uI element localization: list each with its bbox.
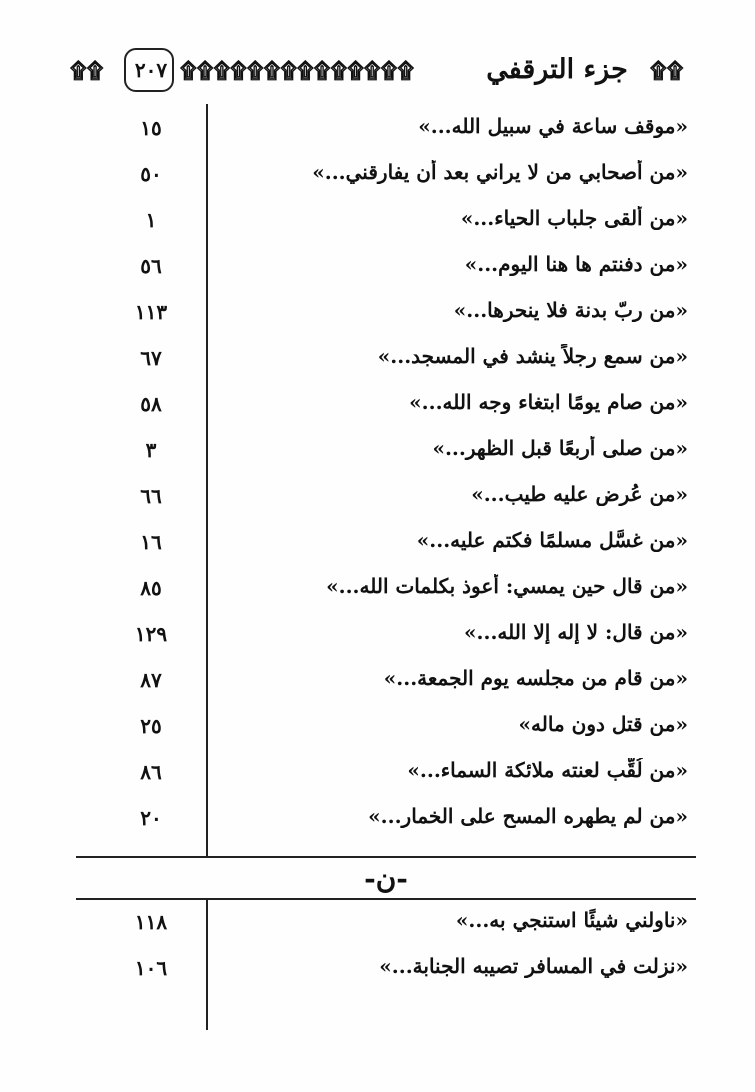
list-item xyxy=(76,618,696,652)
page-number: ٢٠٧ xyxy=(134,58,168,82)
hadith-text: «من قال: لا إله إلا الله...» xyxy=(464,620,688,644)
hadith-text: «ناولني شيئًا استنجي به...» xyxy=(455,908,688,932)
hadith-number: ٨٧ xyxy=(140,668,162,692)
section-rule-bottom xyxy=(76,898,696,900)
hadith-number: ٥٦ xyxy=(140,254,162,278)
hadith-text: «من صام يومًا ابتغاء وجه الله...» xyxy=(409,390,688,414)
ornament-middle: ۩۩۩۩۩۩۩۩۩۩۩۩۩۩ xyxy=(180,59,415,84)
hadith-number: ٨٦ xyxy=(140,760,162,784)
hadith-text: «من قال حين يمسي: أعوذ بكلمات الله...» xyxy=(326,574,688,598)
hadith-number: ٥٨ xyxy=(140,392,162,416)
hadith-text: «موقف ساعة في سبيل الله...» xyxy=(418,114,688,138)
list-item xyxy=(76,480,696,514)
hadith-text: «من أصحابي من لا يراني بعد أن يفارقني...» xyxy=(312,160,688,184)
hadith-number: ١ xyxy=(145,208,157,232)
hadith-text: «من لم يطهره المسح على الخمار...» xyxy=(368,804,688,828)
list-item xyxy=(76,572,696,606)
hadith-text: «من قتل دون ماله» xyxy=(518,712,688,736)
hadith-text: «من دفنتم ها هنا اليوم...» xyxy=(464,252,688,276)
hadith-number: ٦٦ xyxy=(140,484,162,508)
hadith-number: ١١٨ xyxy=(134,910,168,934)
list-item xyxy=(76,526,696,560)
hadith-number: ٢٠ xyxy=(140,806,162,830)
hadith-text: «من لُقِّب لعنته ملائكة السماء...» xyxy=(407,758,688,782)
hadith-number: ١٠٦ xyxy=(134,956,168,980)
list-item xyxy=(76,158,696,192)
hadith-number: ٨٥ xyxy=(140,576,162,600)
list-item xyxy=(76,434,696,468)
ornament-right: ۩۩ xyxy=(650,59,684,84)
list-item xyxy=(76,204,696,238)
hadith-text: «من صلى أربعًا قبل الظهر...» xyxy=(432,436,688,460)
hadith-text: «من قام من مجلسه يوم الجمعة...» xyxy=(383,666,688,690)
page-number-frame xyxy=(124,48,174,92)
ornament-left: ۩۩ xyxy=(70,59,104,84)
hadith-number: ٦٧ xyxy=(140,346,162,370)
list-item xyxy=(76,296,696,330)
list-item xyxy=(76,952,696,986)
hadith-text: «نزلت في المسافر تصيبه الجنابة...» xyxy=(379,954,688,978)
list-item xyxy=(76,710,696,744)
list-item xyxy=(76,250,696,284)
hadith-text: «من سمع رجلاً ينشد في المسجد...» xyxy=(377,344,688,368)
hadith-text: «من عُرض عليه طيب...» xyxy=(471,482,688,506)
hadith-number: ٣ xyxy=(145,438,157,462)
section-rule-top xyxy=(76,856,696,858)
hadith-number: ١٢٩ xyxy=(134,622,168,646)
hadith-text: «من ألقى جلباب الحياء...» xyxy=(460,206,688,230)
hadith-number: ٢٥ xyxy=(140,714,162,738)
list-item xyxy=(76,906,696,940)
list-item xyxy=(76,388,696,422)
hadith-number: ١١٣ xyxy=(134,300,168,324)
hadith-number: ١٥ xyxy=(140,116,162,140)
list-item xyxy=(76,342,696,376)
hadith-text: «من ربّ بدنة فلا ينحرها...» xyxy=(453,298,688,322)
hadith-number: ٥٠ xyxy=(140,162,162,186)
hadith-text: «من غسَّل مسلمًا فكتم عليه...» xyxy=(416,528,688,552)
list-item xyxy=(76,112,696,146)
hadith-number: ١٦ xyxy=(140,530,162,554)
list-item xyxy=(76,756,696,790)
section-letter: -ن- xyxy=(364,862,408,895)
page-header xyxy=(70,44,702,100)
list-item xyxy=(76,802,696,836)
list-item xyxy=(76,664,696,698)
running-title: جزء الترقفي xyxy=(486,54,628,85)
